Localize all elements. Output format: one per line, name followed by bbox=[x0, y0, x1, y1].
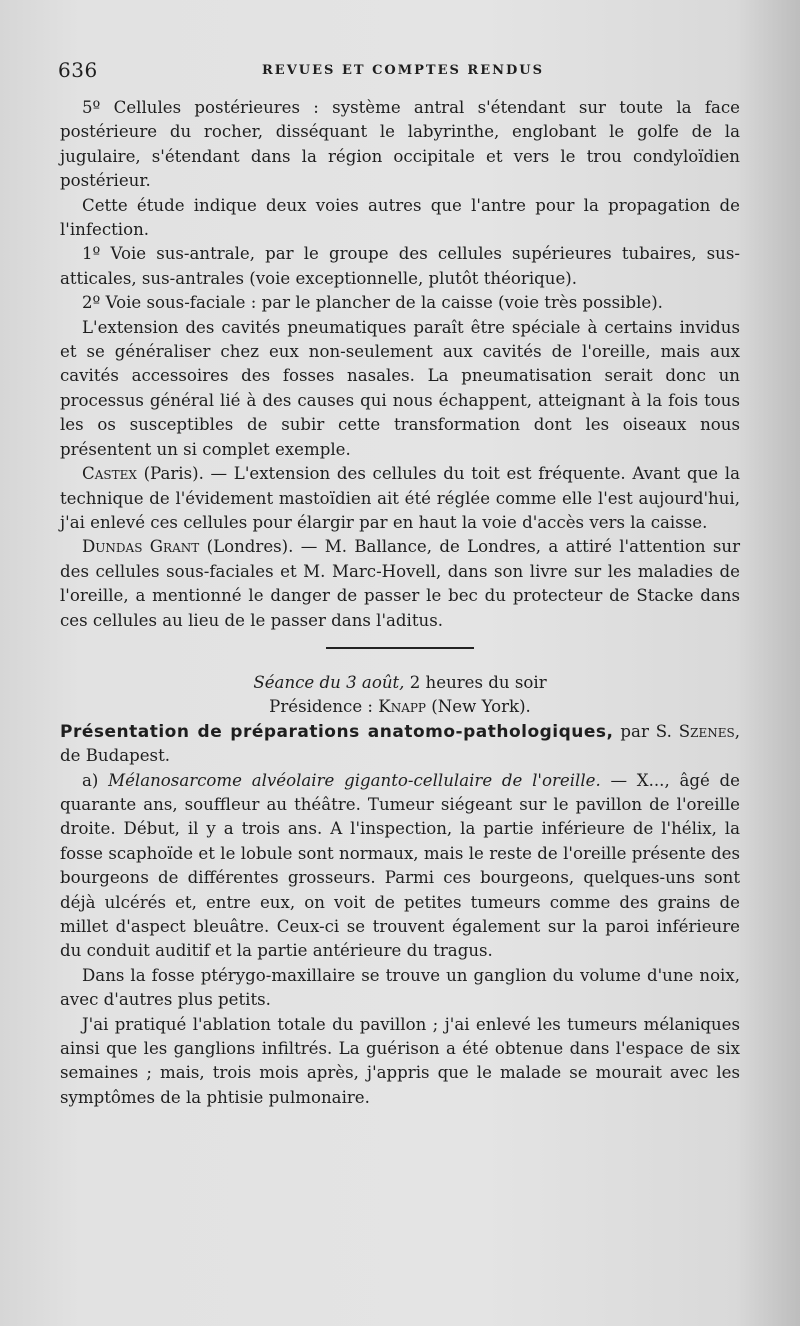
presentation-title: Présentation de préparations anatomo-pathologiques, bbox=[60, 721, 614, 742]
case-description: — X..., âgé de quarante ans, souffleur au théâtre. Tumeur siégeant sur le pavillon de l'oreille droite. Début, il y a trois ans. A l'inspection, la partie inférieure de l'hélix, la fosse scaphoïde et le lobule sont normaux, mais le reste de l'oreille présente des bourgeons de différentes grosseurs. Parmi ces bourgeons, quelques-uns sont déjà ulcérés et, entre eux, on voit de petites tumeurs comme des grains de millet d'aspect bleuâtre. Ceux-ci se trouvent également sur la paroi inférieure du conduit auditif et la partie antérieure du tragus. bbox=[60, 770, 740, 961]
presidence-line bbox=[60, 695, 740, 719]
page-number: 636 bbox=[58, 58, 98, 82]
session-time: 2 heures du soir bbox=[404, 672, 547, 692]
session-heading bbox=[60, 671, 740, 695]
page-body bbox=[60, 96, 740, 1110]
paragraph-pneumatisation: L'extension des cavités pneumatiques paraît être spéciale à certains invidus et se généraliser chez eux non-seulement aux cavités de l'oreille, mais aux cavités accessoires des fosses nasales. La pneumatisation serait donc un processus général lié à des causes qui nous échappent, atteignant à la fois tous les os susceptibles de subir cette transformation dont les oiseaux nous présentent un si complet exemple. bbox=[60, 317, 740, 459]
running-title: REVUES ET COMPTES RENDUS bbox=[262, 63, 544, 78]
president-name: Knapp bbox=[378, 697, 427, 717]
paragraph-ganglion: Dans la fosse ptérygo-maxillaire se trouve un ganglion du volume d'une noix, avec d'autres plus petits. bbox=[60, 965, 740, 1010]
section-divider bbox=[326, 647, 474, 649]
castex-remark: (Paris). — L'extension des cellules du toit est fréquente. Avant que la technique de l'évidement mastoïdien ait été réglée comme elle l'est aujourd'hui, j'ai enlevé ces cellules pour élargir par en haut la voie d'accès vers la caisse. bbox=[60, 464, 740, 532]
president-city: (New York). bbox=[426, 697, 531, 717]
paragraph-study: Cette étude indique deux voies autres que l'antre pour la propagation de l'infection. bbox=[60, 195, 740, 240]
paragraph-route-1: 1º Voie sus-antrale, par le groupe des cellules supérieures tubaires, sus-atticales, sus-antrales (voie exceptionnelle, plutôt théorique). bbox=[60, 244, 740, 288]
presentation-by: par S. bbox=[613, 721, 679, 741]
paragraph-ablation: J'ai pratiqué l'ablation totale du pavillon ; j'ai enlevé les tumeurs mélaniques ainsi que les ganglions infiltrés. La guérison a été obtenue dans l'espace de six semaines ; mais, trois mois après, j'appris que le malade se mourait avec les symptômes de la phtisie pulmonaire. bbox=[60, 1014, 740, 1107]
paragraph-route-2: 2º Voie sous-faciale : par le plancher de la caisse (voie très possible). bbox=[82, 293, 663, 313]
paragraph-castex bbox=[60, 462, 740, 535]
presentation-author-city: , de Budapest. bbox=[60, 721, 741, 766]
speaker-castex: Castex bbox=[82, 464, 137, 484]
case-title: Mélanosarcome alvéolaire giganto-cellulaire de l'oreille. bbox=[108, 770, 601, 790]
session-date: Séance du 3 août, bbox=[253, 672, 405, 692]
speaker-dundas-grant: Dundas Grant bbox=[82, 537, 200, 557]
paragraph-dundas-grant bbox=[60, 535, 740, 633]
presentation-author: Szenes bbox=[678, 721, 735, 741]
paragraph-case-a bbox=[60, 769, 740, 964]
case-label: a) bbox=[82, 770, 109, 790]
running-head bbox=[58, 58, 748, 88]
dundas-grant-remark: (Londres). — M. Ballance, de Londres, a attiré l'attention sur des cellules sous-faciales et M. Marc-Hovell, dans son livre sur les maladies de l'oreille, a mentionné le danger de passer le bec du protecteur de Stacke dans ces cellules au lieu de le passer dans l'aditus. bbox=[60, 537, 740, 630]
presentation-heading bbox=[60, 720, 740, 769]
paragraph-posterior-cells: 5º Cellules postérieures : système antral s'étendant sur toute la face postérieure du rocher, disséquant le labyrinthe, englobant le golfe de la jugulaire, s'étendant dans la région occipitale et vers le trou condyloïdien postérieur. bbox=[60, 98, 740, 191]
presidence-label: Présidence : bbox=[269, 697, 379, 717]
